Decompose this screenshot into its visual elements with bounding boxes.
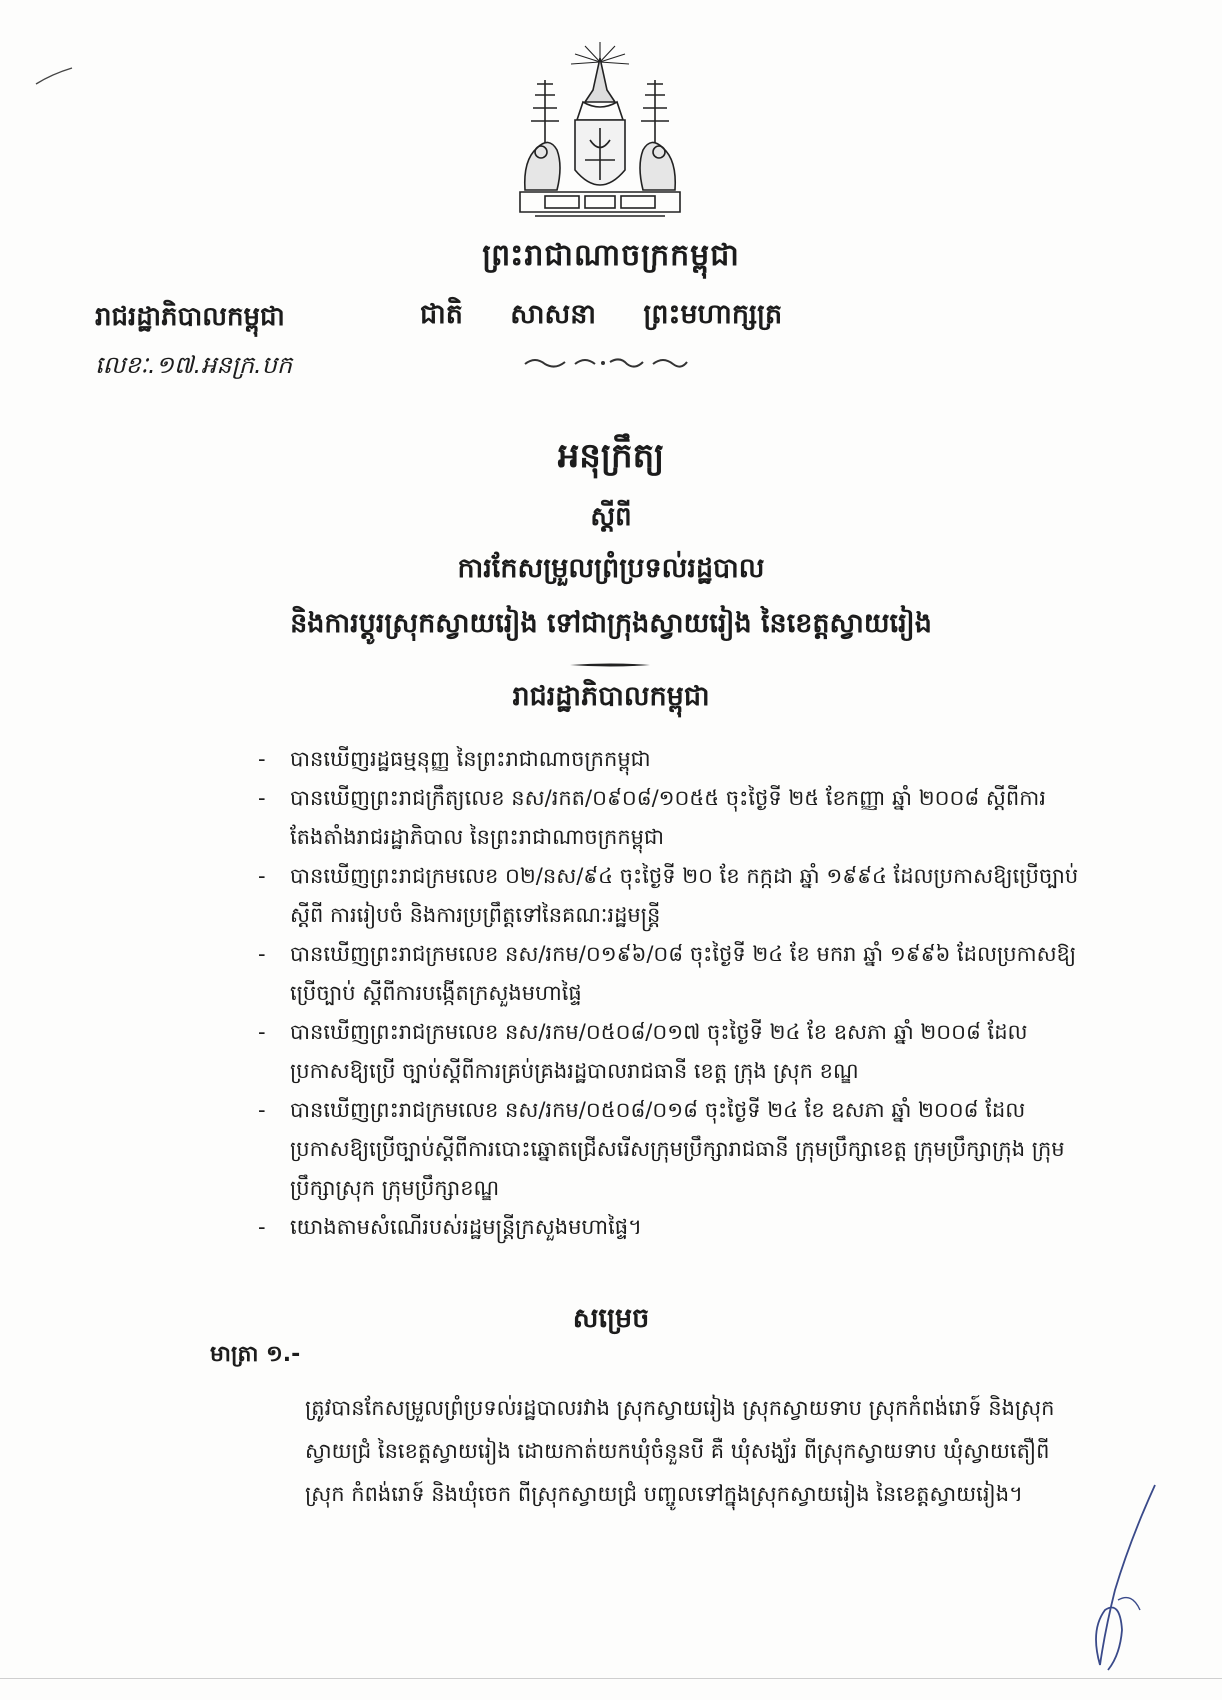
signature-initials-icon [1060,1480,1170,1680]
preamble-item: - បានឃើញរដ្ឋធម្មនុញ្ញ នៃព្រះរាជាណាចក្រកម្ពុជា [270,740,1090,779]
ornament-divider-icon [515,352,695,372]
title-line-2: និងការប្តូរស្រុកស្វាយរៀង ទៅជាក្រុងស្វាយរៀង នៃខេត្តស្វាយរៀង [290,608,932,639]
preamble-item: - យោងតាមសំណើរបស់រដ្ឋមន្ត្រីក្រសួងមហាផ្ទៃ។ [270,1208,1090,1247]
document-type: អនុក្រឹត្យ [557,436,665,476]
reference-number: លេខៈ.១៧.អនក្រ.បក [95,351,293,379]
motto-king: ព្រះមហាក្សត្រ [643,299,783,330]
preamble-list [270,740,1090,1247]
title-line-1: ការកែសម្រួលព្រំប្រទល់រដ្ឋបាល [457,553,765,584]
royal-coat-of-arms-icon [505,40,695,230]
national-motto [420,298,820,337]
title-about: ស្តីពី [590,502,632,532]
preamble-item: - បានឃើញព្រះរាជក្រមលេខ នស/រកម/០១៩៦/០៨ ចុះថ្ងៃទី ២៤ ខែ មករា ឆ្នាំ ១៩៩៦ ដែលប្រកាសឱ្យប្រើច្បាប់ ស្តីពីការបង្កើតក្រសួងមហាផ្ទៃ [270,935,1090,1013]
preamble-item: - បានឃើញព្រះរាជក្រមលេខ នស/រកម/០៥០៨/០១៨ ចុះថ្ងៃទី ២៤ ខែ ឧសភា ឆ្នាំ ២០០៨ ដែលប្រកាសឱ្យប្រើច្បាប់ស្តីពីការបោះឆ្នោតជ្រើសរើសក្រុមប្រឹក្សារាជធានី ក្រុមប្រឹក្សាខេត្ត ក្រុមប្រឹក្សាក្រុង ក្រុមប្រឹក្សាស្រុក ក្រុមប្រឹក្សាខណ្ឌ [270,1091,1090,1208]
issuer-heading: រាជរដ្ឋាភិបាលកម្ពុជា [512,681,710,712]
article-text: ត្រូវបានកែសម្រួលព្រំប្រទល់រដ្ឋបាលរវាង ស្រុកស្វាយរៀង ស្រុកស្វាយទាប ស្រុកកំពង់រោទ៍ និងស្រុកស្វាយជ្រំ នៃខេត្តស្វាយរៀង ដោយកាត់យកឃុំចំនួនបី គឺ ឃុំសង្ឃ័រ ពីស្រុកស្វាយទាប ឃុំស្វាយតឿពីស្រុក កំពង់រោទ៍ និងឃុំចេក ពីស្រុកស្វាយជ្រំ បញ្ចូលទៅក្នុងស្រុកស្វាយរៀង នៃខេត្តស្វាយរៀង។ [305,1396,1055,1506]
motto-religion: សាសនា [510,299,596,330]
article-label: មាត្រា ១.- [210,1342,301,1367]
page-bottom-edge [0,1678,1222,1679]
preamble-item: - បានឃើញព្រះរាជក្រមលេខ ០២/នស/៩៤ ចុះថ្ងៃទី ២០ ខែ កក្កដា ឆ្នាំ ១៩៩៤ ដែលប្រកាសឱ្យប្រើច្បាប់ស្តីពី ការរៀបចំ និងការប្រព្រឹត្តទៅនៃគណៈរដ្ឋមន្ត្រី [270,857,1090,935]
kingdom-name: ព្រះរាជាណាចក្រកម្ពុជា [482,238,740,273]
preamble-item: - បានឃើញព្រះរាជក្រឹត្យលេខ នស/រកត/០៩០៨/១០៥៥ ចុះថ្ងៃទី ២៥ ខែកញ្ញា ឆ្នាំ ២០០៨ ស្តីពីការតែងតាំងរាជរដ្ឋាភិបាល នៃព្រះរាជាណាចក្រកម្ពុជា [270,779,1090,857]
separator-line [570,662,650,668]
motto-nation: ជាតិ [420,299,463,330]
decision-heading: សម្រេច [572,1303,650,1334]
issuer-header: រាជរដ្ឋាភិបាលកម្ពុជា [95,302,285,332]
preamble-item: - បានឃើញព្រះរាជក្រមលេខ នស/រកម/០៥០៨/០១៧ ចុះថ្ងៃទី ២៤ ខែ ឧសភា ឆ្នាំ ២០០៨ ដែលប្រកាសឱ្យប្រើ ច្បាប់ស្តីពីការគ្រប់គ្រងរដ្ឋបាលរាជធានី ខេត្ត ក្រុង ស្រុក ខណ្ឌ [270,1013,1090,1091]
pen-mark-icon [34,66,74,88]
